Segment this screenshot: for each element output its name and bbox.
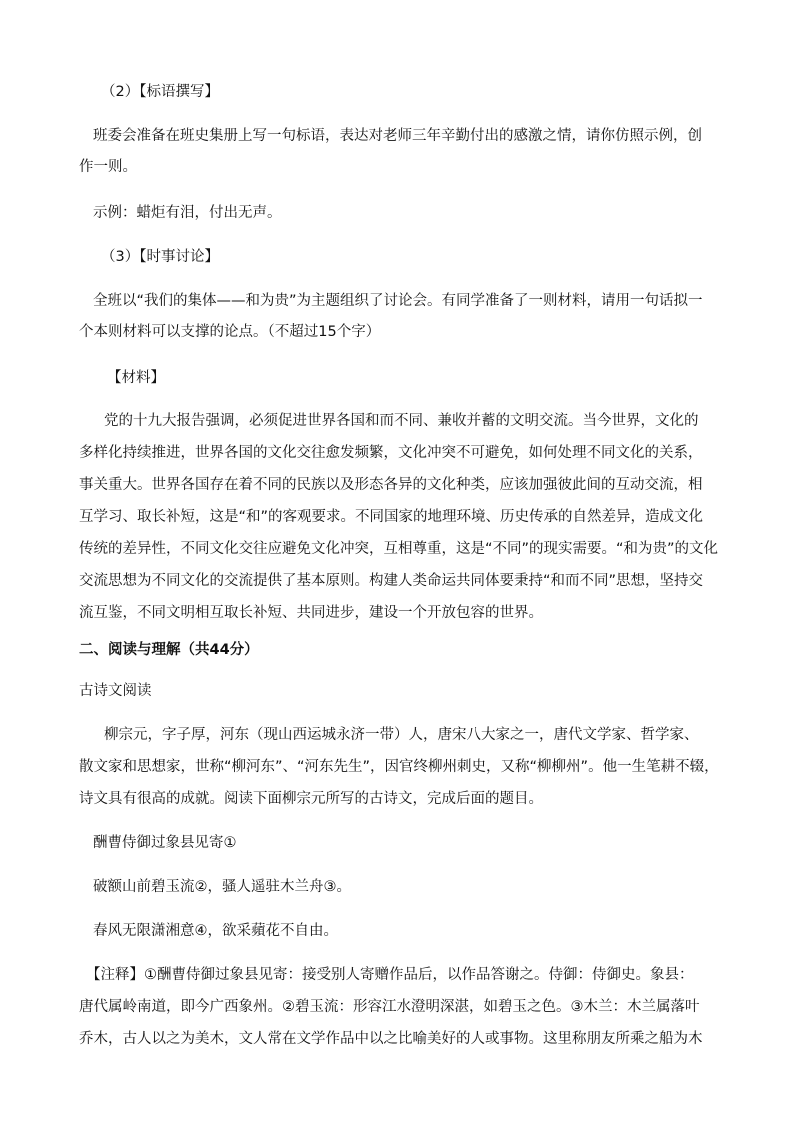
question-3-heading: （3）【时事讨论】 [101, 249, 219, 265]
poem-line-2: 春风无限潇湘意④，欲采蘋花不自由。 [93, 923, 338, 939]
annotation-line-1: 【注释】①酬曹侍御过象县见寄：接受别人寄赠作品后，以作品答谢之。侍御：侍御史。象县： [86, 967, 694, 983]
intro-line-1: 柳宗元，字子厚，河东（现山西运城永济一带）人，唐宋八大家之一，唐代文学家、哲学家、 [104, 727, 699, 743]
question-2-prompt-line-1: 班委会准备在班史集册上写一句标语，表达对老师三年辛勤付出的感激之情，请你仿照示例，创 [93, 128, 702, 144]
material-line-5: 传统的差异性，不同文化交往应避免文化冲突，互相尊重，这是“不同”的现实需要。“和为贵”的文化 [79, 541, 719, 557]
material-line-6: 交流思想为不同文化的交流提供了基本原则。构建人类命运共同体要秉持“和而不同”思想，坚持交 [79, 573, 704, 589]
material-line-4: 互学习、取长补短，这是“和”的客观要求。不同国家的地理环境、历史传承的自然差异，造成文化 [79, 509, 704, 525]
example-text: 示例：蜡炬有泪，付出无声。 [93, 205, 282, 221]
material-line-2: 多样化持续推进，世界各国的文化交往愈发频繁，文化冲突不可避免，如何处理不同文化的关系， [79, 445, 703, 461]
material-line-1: 党的十九大报告强调，必须促进世界各国和而不同、兼收并蓄的文明交流。当今世界，文化的 [104, 413, 699, 429]
section-2-heading: 二、阅读与理解（共44分） [79, 642, 259, 658]
intro-line-2: 散文家和思想家，世称“柳河东”、“河东先生”，因官终柳州刺史，又称“柳柳州”。他一生笔耕不辍， [79, 759, 719, 775]
material-line-7: 流互鉴，不同文明相互取长补短、共同进步，建设一个开放包容的世界。 [79, 605, 543, 621]
poem-title: 酬曹侍御过象县见寄① [93, 835, 237, 851]
question-2-heading: （2）【标语撰写】 [101, 84, 219, 100]
annotation-line-2: 唐代属岭南道，即今广西象州。②碧玉流：形容江水澄明深湛，如碧玉之色。③木兰：木兰属落叶 [79, 999, 700, 1015]
material-heading: 【材料】 [107, 370, 165, 386]
question-3-prompt-line-2: 个本则材料可以支撑的论点。（不超过15个字） [79, 324, 381, 340]
intro-line-3: 诗文具有很高的成就。阅读下面柳宗元所写的古诗文，完成后面的题目。 [79, 791, 543, 807]
question-2-prompt-line-2: 作一则。 [79, 159, 137, 175]
question-3-prompt-line-1: 全班以“我们的集体——和为贵”为主题组织了讨论会。有同学准备了一则材料，请用一句话拟一 [93, 293, 703, 309]
material-line-3: 事关重大。世界各国存在着不同的民族以及形态各异的文化种类，应该加强彼此间的互动交流，相 [79, 477, 703, 493]
subsection-heading: 古诗文阅读 [79, 683, 152, 699]
annotation-line-3: 乔木，古人以之为美木，文人常在文学作品中以之比喻美好的人或事物。这里称朋友所乘之船为木 [79, 1031, 703, 1047]
poem-line-1: 破额山前碧玉流②，骚人遥驻木兰舟③。 [93, 879, 351, 895]
